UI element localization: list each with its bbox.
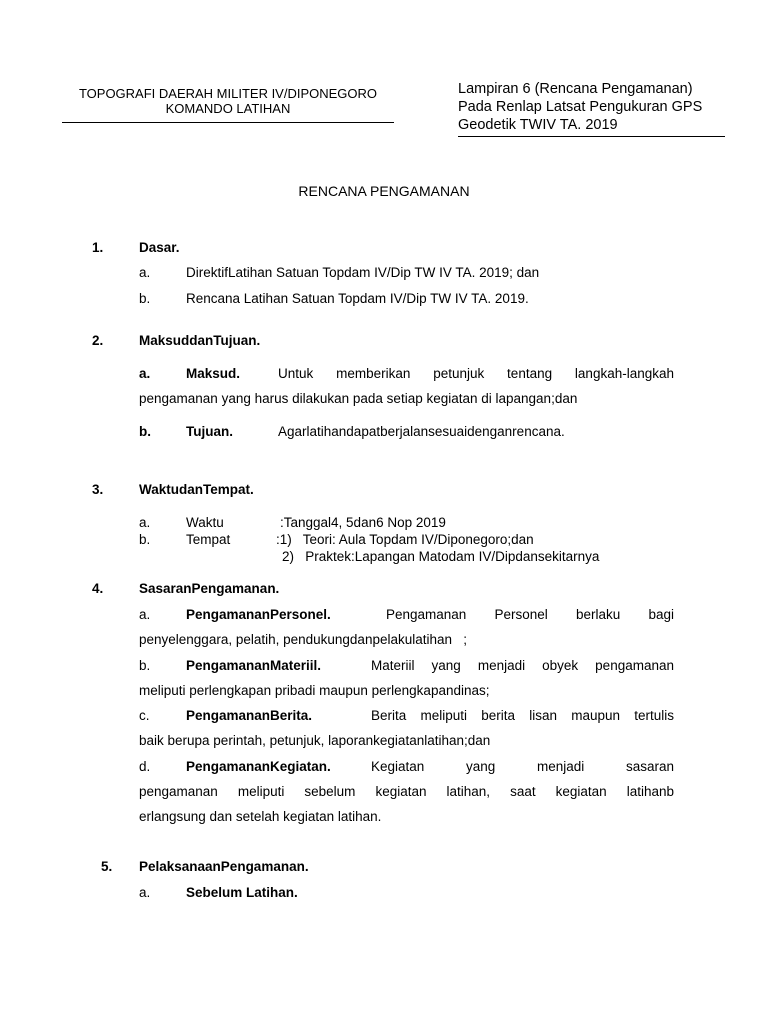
sec4-a-line1: Pengamanan Personel berlaku bagi	[386, 607, 674, 622]
sec4-c-title: PengamananBerita.	[186, 708, 313, 723]
sec4-c-label: c.	[139, 708, 150, 723]
sec3-a-label: a.	[139, 515, 151, 530]
sec4-b-line1: Materiil yang menjadi obyek pengamanan	[371, 658, 674, 673]
sec4-b-line2: meliputi perlengkapan pribadi maupun perlengkapandinas;	[139, 683, 490, 698]
sec4-d-label: d.	[139, 759, 151, 774]
sec4-c-line1: Berita meliputi berita lisan maupun tertulis	[371, 708, 674, 723]
sec4-num: 4.	[92, 581, 104, 596]
sec3-a-value: :Tanggal4, 5dan6 Nop 2019	[280, 515, 446, 530]
header-left-underline	[62, 122, 394, 123]
page-title: RENCANA PENGAMANAN	[298, 183, 470, 199]
sec2-b-text: Agarlatihandapatberjalansesuaidenganrencana.	[278, 424, 565, 439]
sec5-a-label: a.	[139, 885, 151, 900]
sec3-b-label: b.	[139, 532, 151, 547]
sec4-heading: SasaranPengamanan.	[139, 581, 280, 596]
sec4-c-line2: baik berupa perintah, petunjuk, laporankegiatanlatihan;dan	[139, 733, 491, 748]
sec4-d-line1: Kegiatan yang menjadi sasaran	[371, 759, 674, 774]
sec3-b-key: Tempat	[186, 532, 231, 547]
sec2-a-line2: pengamanan yang harus dilakukan pada setiap kegiatan di lapangan;dan	[139, 391, 578, 406]
header-right-line2: Pada Renlap Latsat Pengukuran GPS	[458, 99, 703, 115]
header-right-line3: Geodetik TWIV TA. 2019	[458, 117, 618, 133]
sec2-b-label: b.	[139, 424, 151, 439]
header-left-line1: TOPOGRAFI DAERAH MILITER IV/DIPONEGORO	[78, 86, 378, 101]
sec2-heading: MaksuddanTujuan.	[139, 333, 261, 348]
sec1-b-label: b.	[139, 291, 151, 306]
header-right	[458, 80, 702, 134]
sec4-b-title: PengamananMateriil.	[186, 658, 322, 673]
sec4-a-line2: penyelenggara, pelatih, pendukungdanpelakulatihan ;	[139, 632, 468, 647]
sec2-num: 2.	[92, 333, 104, 348]
sec4-a-label: a.	[139, 607, 151, 622]
header-left	[62, 86, 394, 116]
sec3-heading: WaktudanTempat.	[139, 482, 254, 497]
sec5-a-title: Sebelum Latihan.	[186, 885, 298, 900]
sec3-b-value2: 2) Praktek:Lapangan Matodam IV/Dipdansekitarnya	[282, 549, 600, 564]
sec4-a-title: PengamananPersonel.	[186, 607, 331, 622]
sec1-a-label: a.	[139, 265, 151, 280]
sec2-a-title: Maksud.	[186, 366, 241, 381]
sec2-a-label: a.	[139, 366, 151, 381]
sec5-num: 5.	[101, 859, 113, 874]
sec3-num: 3.	[92, 482, 104, 497]
sec1-b-text: Rencana Latihan Satuan Topdam IV/Dip TW IV TA. 2019.	[186, 291, 529, 306]
sec5-heading: PelaksanaanPengamanan.	[139, 859, 309, 874]
sec2-a-line1: Untuk memberikan petunjuk tentang langkah-langkah	[278, 366, 674, 381]
sec3-a-key: Waktu	[186, 515, 224, 530]
sec3-b-value1: :1) Teori: Aula Topdam IV/Diponegoro;dan	[276, 532, 534, 547]
sec4-d-line2: pengamanan meliputi sebelum kegiatan latihan, saat kegiatan latihanb	[139, 784, 674, 799]
sec4-d-title: PengamananKegiatan.	[186, 759, 331, 774]
header-right-underline	[458, 136, 725, 137]
sec2-b-title: Tujuan.	[186, 424, 233, 439]
sec1-num: 1.	[92, 240, 104, 255]
sec1-heading: Dasar.	[139, 240, 180, 255]
sec4-d-line3: erlangsung dan setelah kegiatan latihan.	[139, 809, 382, 824]
sec1-a-text: DirektifLatihan Satuan Topdam IV/Dip TW IV TA. 2019; dan	[186, 265, 540, 280]
sec4-b-label: b.	[139, 658, 151, 673]
header-right-line1: Lampiran 6 (Rencana Pengamanan)	[458, 81, 693, 97]
header-left-line2: KOMANDO LATIHAN	[165, 101, 291, 116]
